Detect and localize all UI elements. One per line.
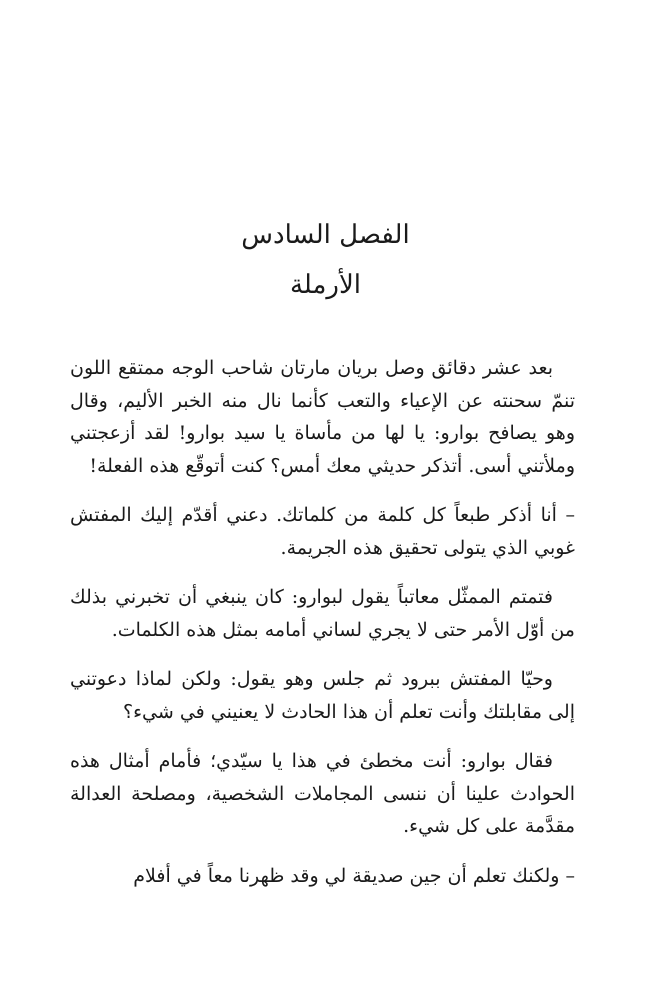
chapter-number: الفصل السادس <box>241 220 410 250</box>
paragraph: – أنا أذكر طبعاً كل كلمة من كلماتك. دعني أقدّم إليك المفتش غوبي الذي يتولى تحقيق هذه الجريمة. <box>70 504 575 559</box>
paragraph: فقال بوارو: أنت مخطئ في هذا يا سيّدي؛ فأمام أمثال هذه الحوادث علينا أن ننسى المجاملات الشخصية، ومصلحة العدالة مقدَّمة على كل شيء. <box>70 750 575 837</box>
paragraph: – ولكنك تعلم أن جين صديقة لي وقد ظهرنا معاً في أفلام <box>133 864 575 887</box>
chapter-title: الأرملة <box>289 270 362 300</box>
paragraph: فتمتم الممثّل معاتباً يقول لبوارو: كان ينبغي أن تخبرني بذلك من أوّل الأمر حتى لا يجري لساني أمامه بمثل هذه الكلمات. <box>70 586 575 641</box>
paragraph: وحيّا المفتش ببرود ثم جلس وهو يقول: ولكن لماذا دعوتني إلى مقابلتك وأنت تعلم أن هذا الحادث لا يعنيني في شيء؟ <box>70 668 575 723</box>
chapter-heading <box>0 210 651 310</box>
chapter-body <box>70 352 575 909</box>
paragraph: بعد عشر دقائق وصل بريان مارتان شاحب الوجه ممتقع اللون تنمّ سحنته عن الإعياء والتعب كأنما نال منه الخبر الأليم، وقال وهو يصافح بوارو: يا لها من مأساة يا سيد بوارو! لقد أزعجتني وملأتني أسى. أتذكر حديثي معك أمس؟ كنت أتوقّع هذه الفعلة! <box>70 357 575 477</box>
